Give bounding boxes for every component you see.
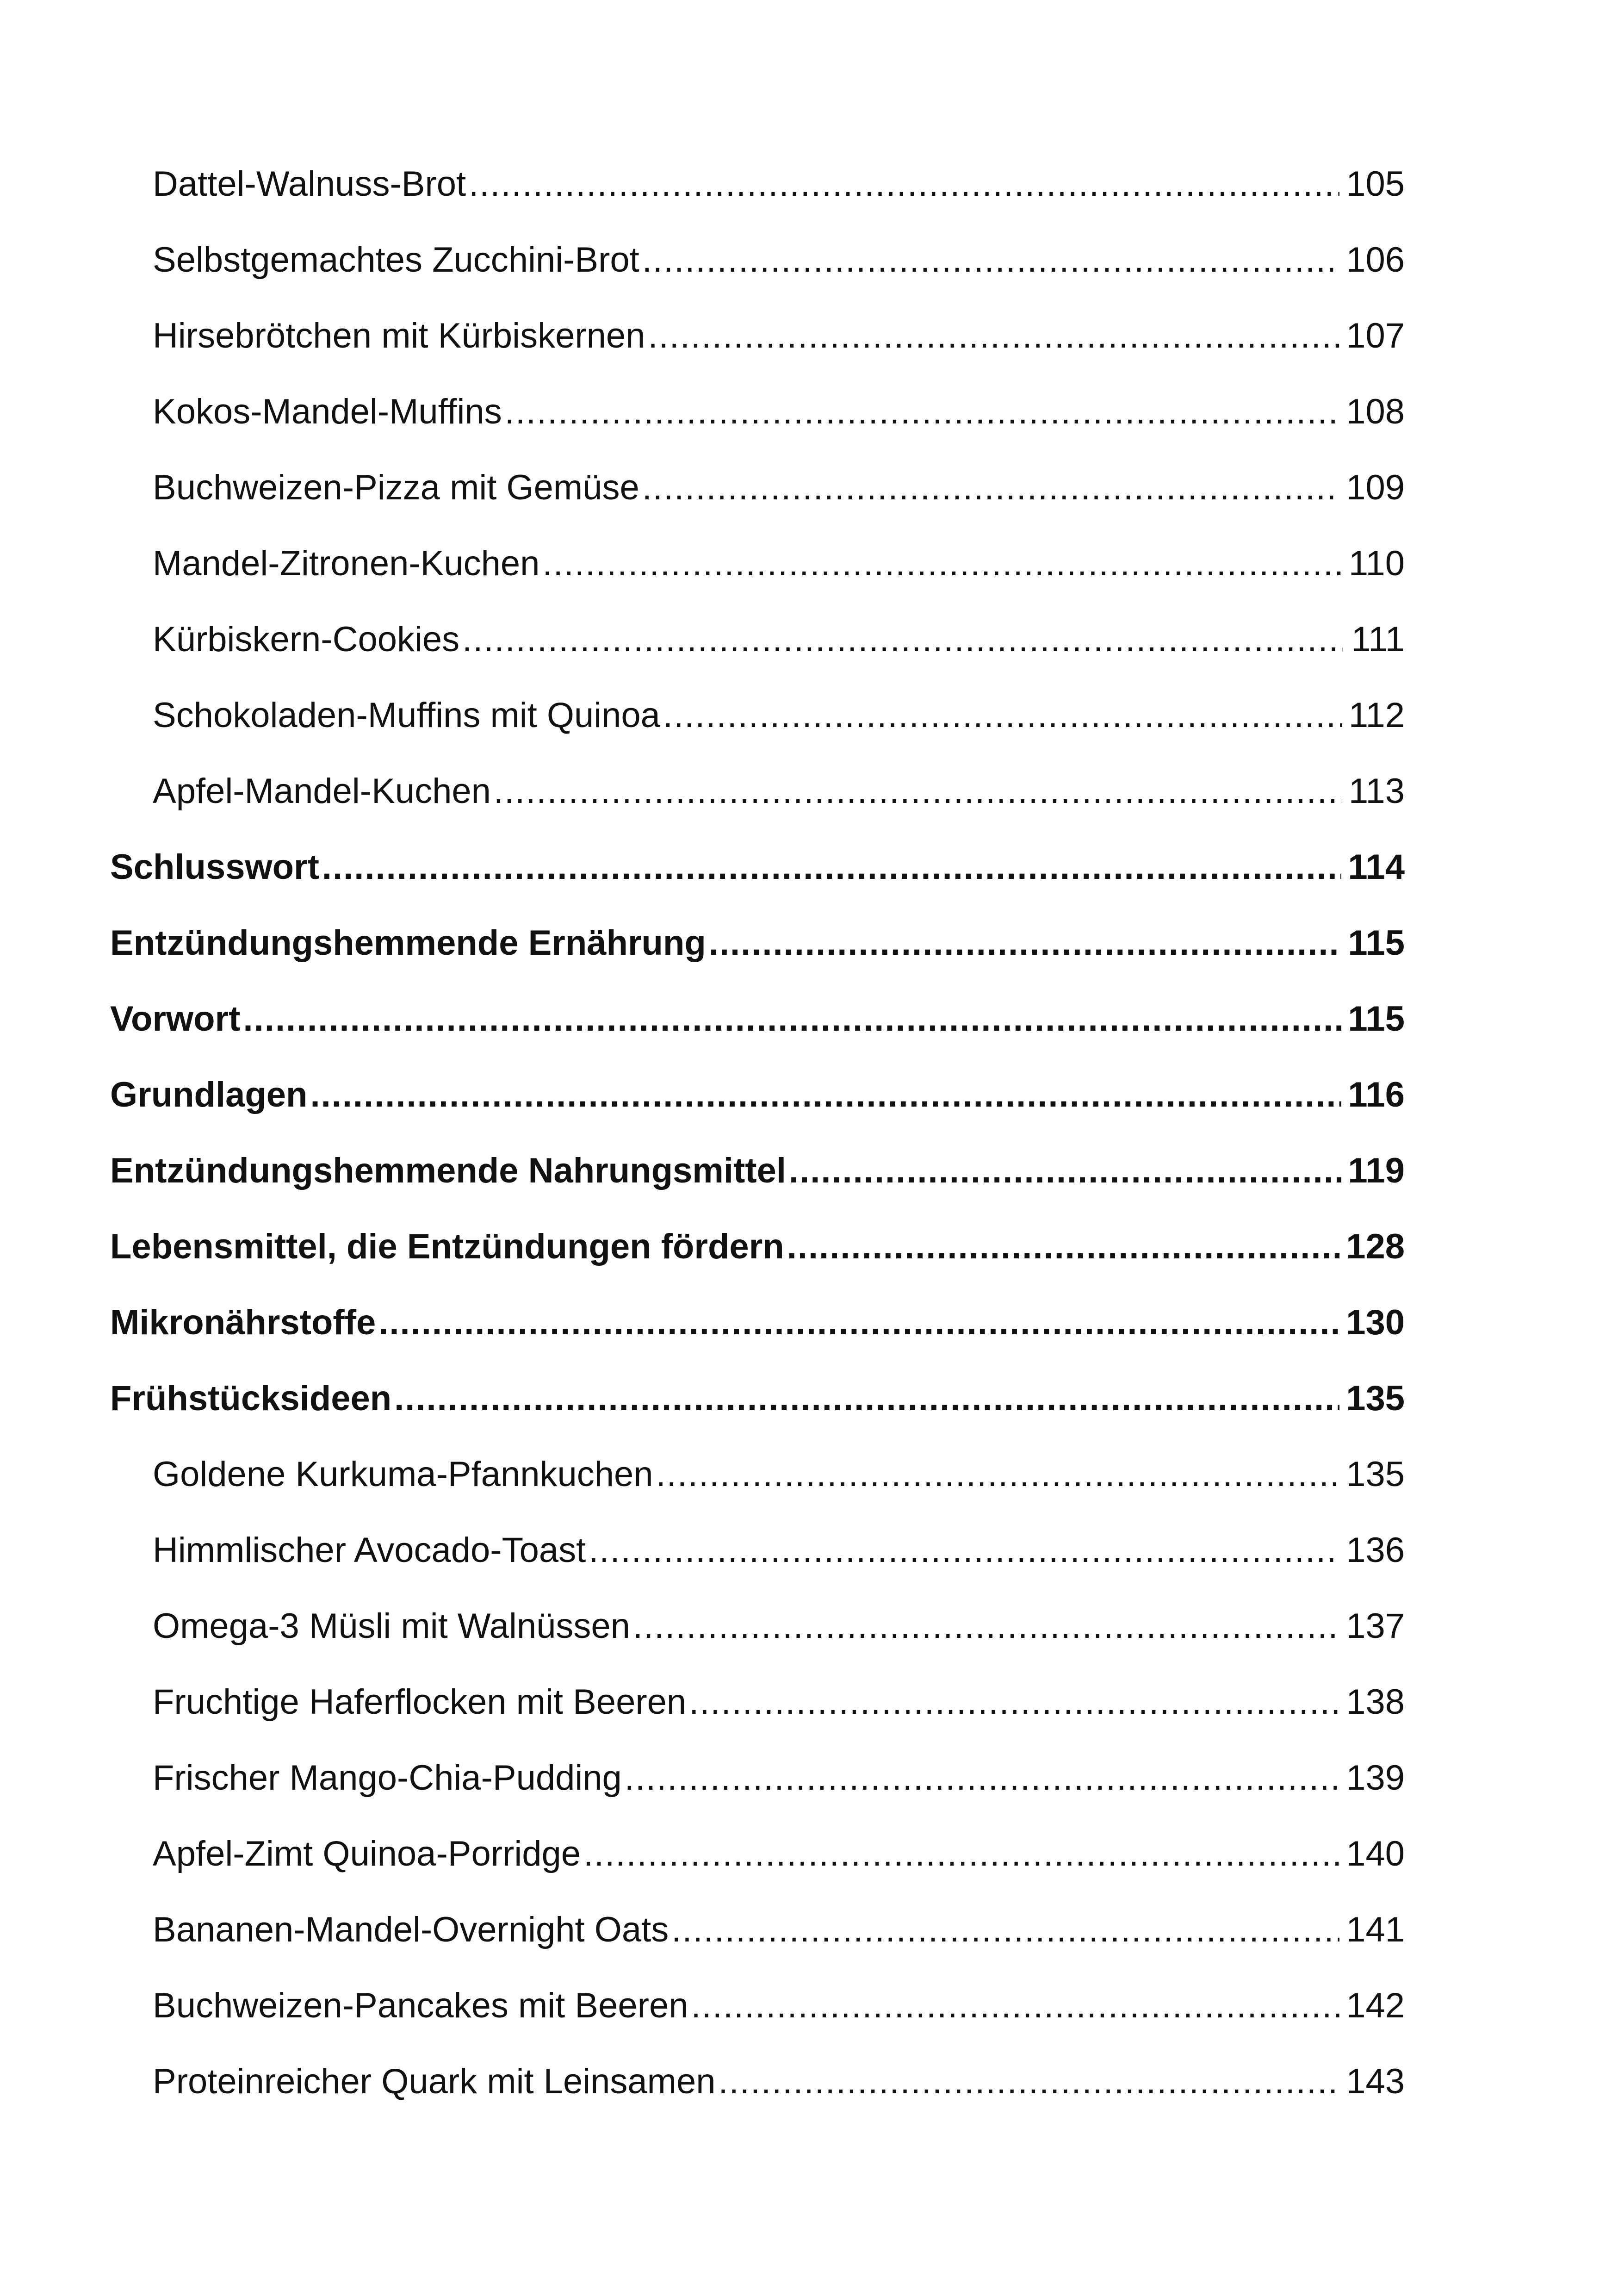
toc-dot-leader (625, 1761, 1339, 1796)
toc-entry-page: 106 (1346, 240, 1405, 280)
toc-dot-leader (494, 774, 1342, 809)
toc-entry-page: 115 (1348, 923, 1405, 963)
toc-chapter-entry[interactable] (110, 1381, 1405, 1457)
toc-entry-title: Bananen-Mandel-Overnight Oats (153, 1910, 669, 1949)
toc-entry-page: 110 (1348, 544, 1405, 583)
toc-entry-page: 137 (1346, 1606, 1405, 1646)
toc-entry[interactable] (110, 546, 1405, 622)
toc-dot-leader (583, 1836, 1339, 1872)
toc-entry-title: Buchweizen-Pizza mit Gemüse (153, 468, 639, 507)
toc-entry[interactable] (110, 470, 1405, 546)
toc-entry-title: Selbstgemachtes Zucchini-Brot (153, 240, 639, 280)
toc-entry-title: Apfel-Zimt Quinoa-Porridge (153, 1834, 581, 1873)
toc-entry-page: 115 (1348, 999, 1405, 1039)
toc-entry[interactable] (110, 1457, 1405, 1533)
toc-entry[interactable] (110, 774, 1405, 850)
toc-entry-title: Lebensmittel, die Entzündungen fördern (110, 1227, 784, 1266)
toc-entry-title: Fruchtige Haferflocken mit Beeren (153, 1682, 687, 1722)
toc-entry[interactable] (110, 1606, 1405, 1685)
toc-dot-leader (505, 394, 1339, 429)
toc-entry-title: Apfel-Mandel-Kuchen (153, 772, 491, 811)
toc-dot-leader (542, 546, 1342, 581)
toc-dot-leader (689, 1685, 1339, 1720)
toc-chapter-entry[interactable] (110, 923, 1405, 1002)
toc-entry-title: Frühstücksideen (110, 1379, 392, 1418)
toc-entry[interactable] (110, 394, 1405, 470)
toc-dot-leader (469, 167, 1339, 202)
toc-entry-title: Hirsebrötchen mit Kürbiskernen (153, 316, 645, 355)
toc-entry-title: Grundlagen (110, 1075, 308, 1114)
toc-entry-page: 116 (1348, 1075, 1405, 1114)
toc-entry-page: 143 (1346, 2062, 1405, 2101)
toc-entry[interactable] (110, 2064, 1405, 2140)
toc-dot-leader (589, 1533, 1339, 1568)
toc-entry-page: 112 (1348, 696, 1405, 735)
toc-entry-page: 136 (1346, 1531, 1405, 1570)
toc-dot-leader (310, 1077, 1341, 1113)
toc-entry-title: Vorwort (110, 999, 241, 1039)
toc-entry[interactable] (110, 164, 1405, 243)
toc-entry-page: 140 (1346, 1834, 1405, 1873)
toc-entry-title: Dattel-Walnuss-Brot (153, 164, 466, 204)
toc-entry[interactable] (110, 1682, 1405, 1761)
toc-entry[interactable] (110, 318, 1405, 394)
toc-entry-title: Kokos-Mandel-Muffins (153, 392, 502, 431)
toc-entry[interactable] (110, 1988, 1405, 2064)
toc-entry-title: Entzündungshemmende Ernährung (110, 923, 706, 963)
toc-entry-page: 128 (1346, 1227, 1405, 1266)
toc-entry[interactable] (110, 698, 1405, 774)
toc-entry-page: 141 (1346, 1910, 1405, 1949)
toc-chapter-entry[interactable] (110, 1305, 1405, 1381)
toc-dot-leader (691, 1988, 1339, 2023)
toc-dot-leader (671, 1912, 1339, 1948)
toc-entry[interactable] (110, 1836, 1405, 1912)
toc-entry[interactable] (110, 1758, 1405, 1836)
toc-entry-page: 119 (1348, 1151, 1405, 1190)
toc-entry-page: 113 (1348, 772, 1405, 811)
toc-dot-leader (656, 1457, 1340, 1492)
toc-dot-leader (378, 1305, 1339, 1340)
toc-entry-title: Himmlischer Avocado-Toast (153, 1531, 586, 1570)
toc-entry-title: Schlusswort (110, 847, 319, 887)
toc-entry-title: Goldene Kurkuma-Pfannkuchen (153, 1455, 653, 1494)
toc-entry-page: 135 (1346, 1455, 1405, 1494)
toc-entry-page: 130 (1346, 1303, 1405, 1342)
toc-dot-leader (243, 1002, 1341, 1037)
toc-entry[interactable] (110, 1533, 1405, 1609)
toc-entry-page: 109 (1346, 468, 1405, 507)
toc-entry-title: Frischer Mango-Chia-Pudding (153, 1758, 622, 1798)
toc-dot-leader (322, 850, 1342, 885)
toc-entry-title: Kürbiskern-Cookies (153, 620, 460, 659)
toc-chapter-entry[interactable] (110, 847, 1405, 926)
toc-entry-page: 135 (1346, 1379, 1405, 1418)
toc-chapter-entry[interactable] (110, 1077, 1405, 1153)
toc-dot-leader (663, 698, 1342, 733)
toc-entry-page: 114 (1348, 847, 1405, 887)
toc-dot-leader (719, 2064, 1340, 2099)
toc-dot-leader (787, 1229, 1339, 1264)
toc-entry-page: 138 (1346, 1682, 1405, 1722)
toc-entry-title: Omega-3 Müsli mit Walnüssen (153, 1606, 630, 1646)
toc-entry-title: Mikronährstoffe (110, 1303, 376, 1342)
toc-entry-page: 142 (1346, 1986, 1405, 2025)
toc-entry-title: Entzündungshemmende Nahrungsmittel (110, 1151, 786, 1190)
toc-entry-page: 107 (1346, 316, 1405, 355)
toc-entry-title: Schokoladen-Muffins mit Quinoa (153, 696, 660, 735)
toc-entry-page: 108 (1346, 392, 1405, 431)
toc-chapter-entry[interactable] (110, 999, 1405, 1077)
toc-dot-leader (642, 243, 1339, 278)
toc-entry-page: 111 (1351, 620, 1405, 659)
toc-entry-page: 139 (1346, 1758, 1405, 1798)
toc-entry[interactable] (110, 622, 1405, 698)
toc-dot-leader (633, 1609, 1339, 1644)
table-of-contents (110, 164, 1405, 2140)
toc-entry-title: Mandel-Zitronen-Kuchen (153, 544, 540, 583)
toc-chapter-entry[interactable] (110, 1153, 1405, 1229)
toc-chapter-entry[interactable] (110, 1229, 1405, 1305)
toc-entry-title: Buchweizen-Pancakes mit Beeren (153, 1986, 688, 2025)
toc-dot-leader (648, 318, 1339, 354)
toc-entry[interactable] (110, 240, 1405, 318)
toc-entry-title: Proteinreicher Quark mit Leinsamen (153, 2062, 716, 2101)
toc-dot-leader (709, 926, 1342, 961)
toc-dot-leader (462, 622, 1343, 657)
toc-entry[interactable] (110, 1912, 1405, 1988)
toc-entry-page: 105 (1346, 164, 1405, 204)
toc-dot-leader (642, 470, 1339, 505)
toc-dot-leader (789, 1153, 1341, 1188)
toc-dot-leader (394, 1381, 1339, 1416)
